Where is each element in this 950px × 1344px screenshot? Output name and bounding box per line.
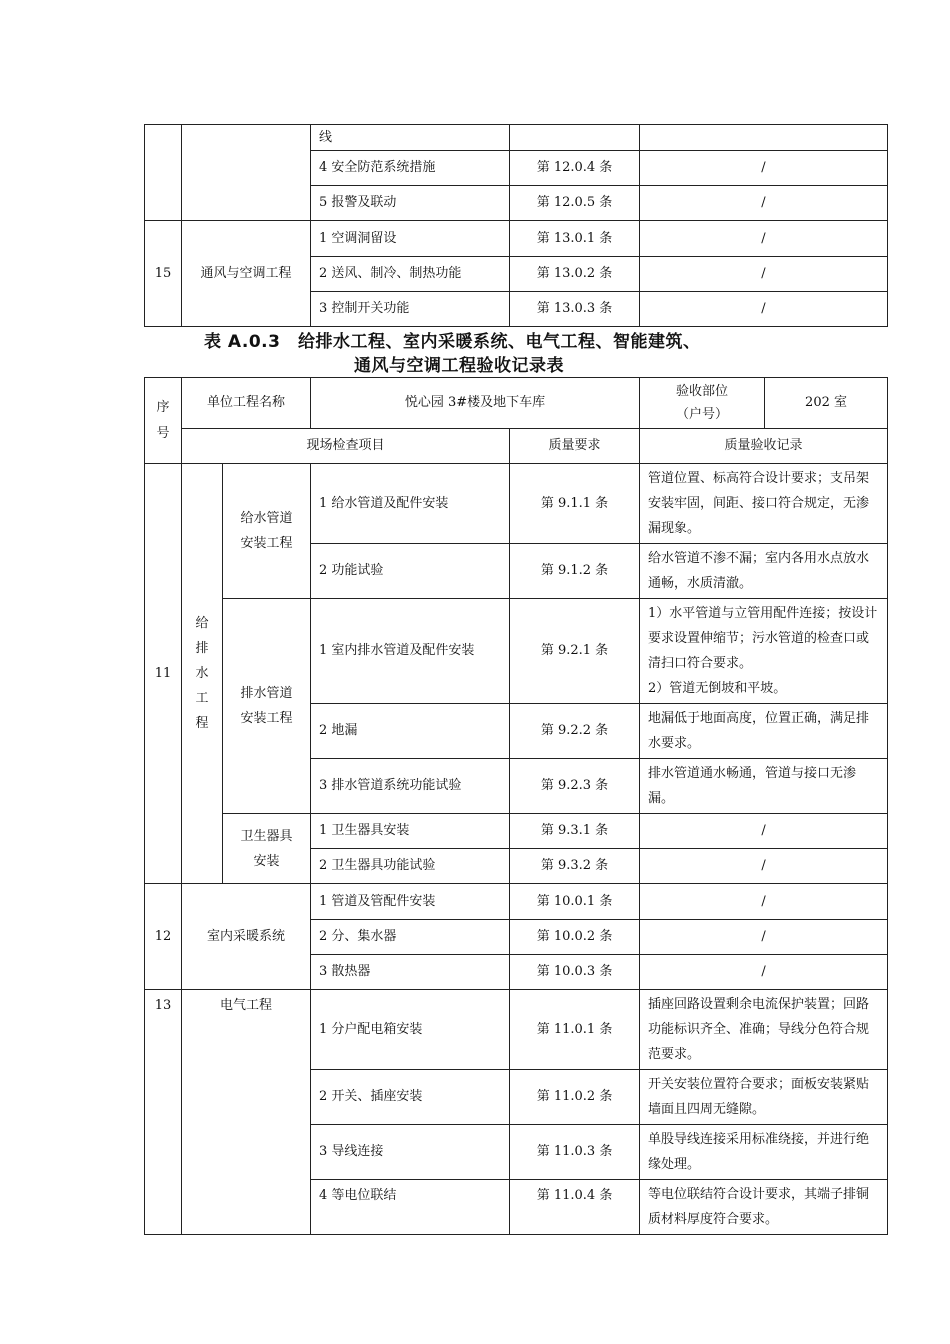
col-header-rec: 质量验收记录 bbox=[640, 429, 888, 464]
rec-cell: / bbox=[640, 292, 888, 327]
seq-header: 序号 bbox=[145, 378, 182, 464]
req-cell: 第 9.3.1 条 bbox=[510, 814, 640, 849]
req-cell bbox=[510, 125, 640, 151]
group-name-cell bbox=[182, 125, 311, 221]
rec-cell: / bbox=[640, 221, 888, 257]
item-cell: 4 等电位联结 bbox=[311, 1180, 510, 1235]
req-cell: 第 12.0.5 条 bbox=[510, 186, 640, 221]
req-cell: 第 9.2.1 条 bbox=[510, 599, 640, 704]
rec-cell: 插座回路设置剩余电流保护装置；回路功能标识齐全、准确；导线分色符合规范要求。 bbox=[640, 990, 888, 1070]
table-title-line-2: 通风与空调工程验收记录表 bbox=[354, 356, 564, 376]
item-cell: 2 送风、制冷、制热功能 bbox=[311, 257, 510, 292]
req-cell: 第 13.0.2 条 bbox=[510, 257, 640, 292]
req-cell: 第 9.2.3 条 bbox=[510, 759, 640, 814]
rec-cell: 管道位置、标高符合设计要求；支吊架安装牢固，间距、接口符合规定，无渗漏现象。 bbox=[640, 464, 888, 544]
rec-cell: 地漏低于地面高度，位置正确，满足排水要求。 bbox=[640, 704, 888, 759]
req-cell: 第 9.1.1 条 bbox=[510, 464, 640, 544]
rec-cell: / bbox=[640, 151, 888, 186]
req-cell: 第 9.3.2 条 bbox=[510, 849, 640, 884]
rec-cell: 开关安装位置符合要求；面板安装紧贴墙面且四周无缝隙。 bbox=[640, 1070, 888, 1125]
group-name-cell: 室内采暖系统 bbox=[182, 884, 311, 990]
seq-cell bbox=[145, 125, 182, 221]
rec-cell: / bbox=[640, 920, 888, 955]
item-cell: 3 控制开关功能 bbox=[311, 292, 510, 327]
req-cell: 第 10.0.1 条 bbox=[510, 884, 640, 920]
seq-cell: 15 bbox=[145, 221, 182, 327]
req-cell: 第 9.1.2 条 bbox=[510, 544, 640, 599]
rec-cell: / bbox=[640, 257, 888, 292]
subgroup-name-cell: 卫生器具安装 bbox=[223, 814, 311, 884]
unit-name-value: 悦心园 3#楼及地下车库 bbox=[311, 378, 640, 429]
req-cell: 第 12.0.4 条 bbox=[510, 151, 640, 186]
item-cell: 1 卫生器具安装 bbox=[311, 814, 510, 849]
item-cell: 3 导线连接 bbox=[311, 1125, 510, 1180]
rec-cell: 1）水平管道与立管用配件连接；按设计要求设置伸缩节；污水管道的检查口或清扫口符合要求。 2）管道无倒坡和平坡。 bbox=[640, 599, 888, 704]
subgroup-name-cell: 给水管道安装工程 bbox=[223, 464, 311, 599]
col-header-item: 现场检查项目 bbox=[182, 429, 510, 464]
group-name-cell: 给排水工程 bbox=[182, 464, 223, 884]
req-cell: 第 11.0.1 条 bbox=[510, 990, 640, 1070]
req-cell: 第 13.0.3 条 bbox=[510, 292, 640, 327]
unit-name-label: 单位工程名称 bbox=[182, 378, 311, 429]
acceptance-record-table bbox=[144, 377, 888, 1235]
item-cell: 5 报警及联动 bbox=[311, 186, 510, 221]
part-label bbox=[640, 378, 765, 429]
item-cell: 2 开关、插座安装 bbox=[311, 1070, 510, 1125]
subgroup-name-cell: 排水管道安装工程 bbox=[223, 599, 311, 814]
req-cell: 第 11.0.2 条 bbox=[510, 1070, 640, 1125]
part-label-line-1: 验收部位 bbox=[676, 384, 729, 399]
group-name-cell: 通风与空调工程 bbox=[182, 221, 311, 327]
req-cell: 第 10.0.3 条 bbox=[510, 955, 640, 990]
rec-cell: / bbox=[640, 186, 888, 221]
item-cell: 2 功能试验 bbox=[311, 544, 510, 599]
seq-cell: 12 bbox=[145, 884, 182, 990]
item-cell: 1 管道及管配件安装 bbox=[311, 884, 510, 920]
item-cell: 1 室内排水管道及配件安装 bbox=[311, 599, 510, 704]
rec-cell: / bbox=[640, 814, 888, 849]
rec-cell: 给水管道不渗不漏；室内各用水点放水通畅，水质清澈。 bbox=[640, 544, 888, 599]
req-cell: 第 9.2.2 条 bbox=[510, 704, 640, 759]
item-cell: 线 bbox=[311, 125, 510, 151]
rec-cell: 排水管道通水畅通，管道与接口无渗漏。 bbox=[640, 759, 888, 814]
col-header-req: 质量要求 bbox=[510, 429, 640, 464]
item-cell: 3 排水管道系统功能试验 bbox=[311, 759, 510, 814]
rec-cell: 等电位联结符合设计要求，其端子排铜质材料厚度符合要求。 bbox=[640, 1180, 888, 1235]
rec-cell bbox=[640, 125, 888, 151]
group-name-cell: 电气工程 bbox=[182, 990, 311, 1235]
item-cell: 2 卫生器具功能试验 bbox=[311, 849, 510, 884]
rec-cell: / bbox=[640, 849, 888, 884]
item-cell: 4 安全防范系统措施 bbox=[311, 151, 510, 186]
item-cell: 2 地漏 bbox=[311, 704, 510, 759]
seq-cell: 13 bbox=[145, 990, 182, 1235]
item-cell: 3 散热器 bbox=[311, 955, 510, 990]
rec-cell: 单股导线连接采用标准绕接，并进行绝缘处理。 bbox=[640, 1125, 888, 1180]
req-cell: 第 10.0.2 条 bbox=[510, 920, 640, 955]
table-title-line-1: 表 A.0.3 给排水工程、室内采暖系统、电气工程、智能建筑、 bbox=[204, 332, 701, 352]
item-cell: 1 给水管道及配件安装 bbox=[311, 464, 510, 544]
rec-cell: / bbox=[640, 884, 888, 920]
seq-cell: 11 bbox=[145, 464, 182, 884]
req-cell: 第 11.0.4 条 bbox=[510, 1180, 640, 1235]
item-cell: 2 分、集水器 bbox=[311, 920, 510, 955]
inspection-table-continued bbox=[144, 124, 888, 327]
item-cell: 1 空调洞留设 bbox=[311, 221, 510, 257]
rec-cell: / bbox=[640, 955, 888, 990]
part-value: 202 室 bbox=[765, 378, 888, 429]
req-cell: 第 11.0.3 条 bbox=[510, 1125, 640, 1180]
req-cell: 第 13.0.1 条 bbox=[510, 221, 640, 257]
item-cell: 1 分户配电箱安装 bbox=[311, 990, 510, 1070]
part-label-line-2: （户号） bbox=[676, 407, 729, 422]
